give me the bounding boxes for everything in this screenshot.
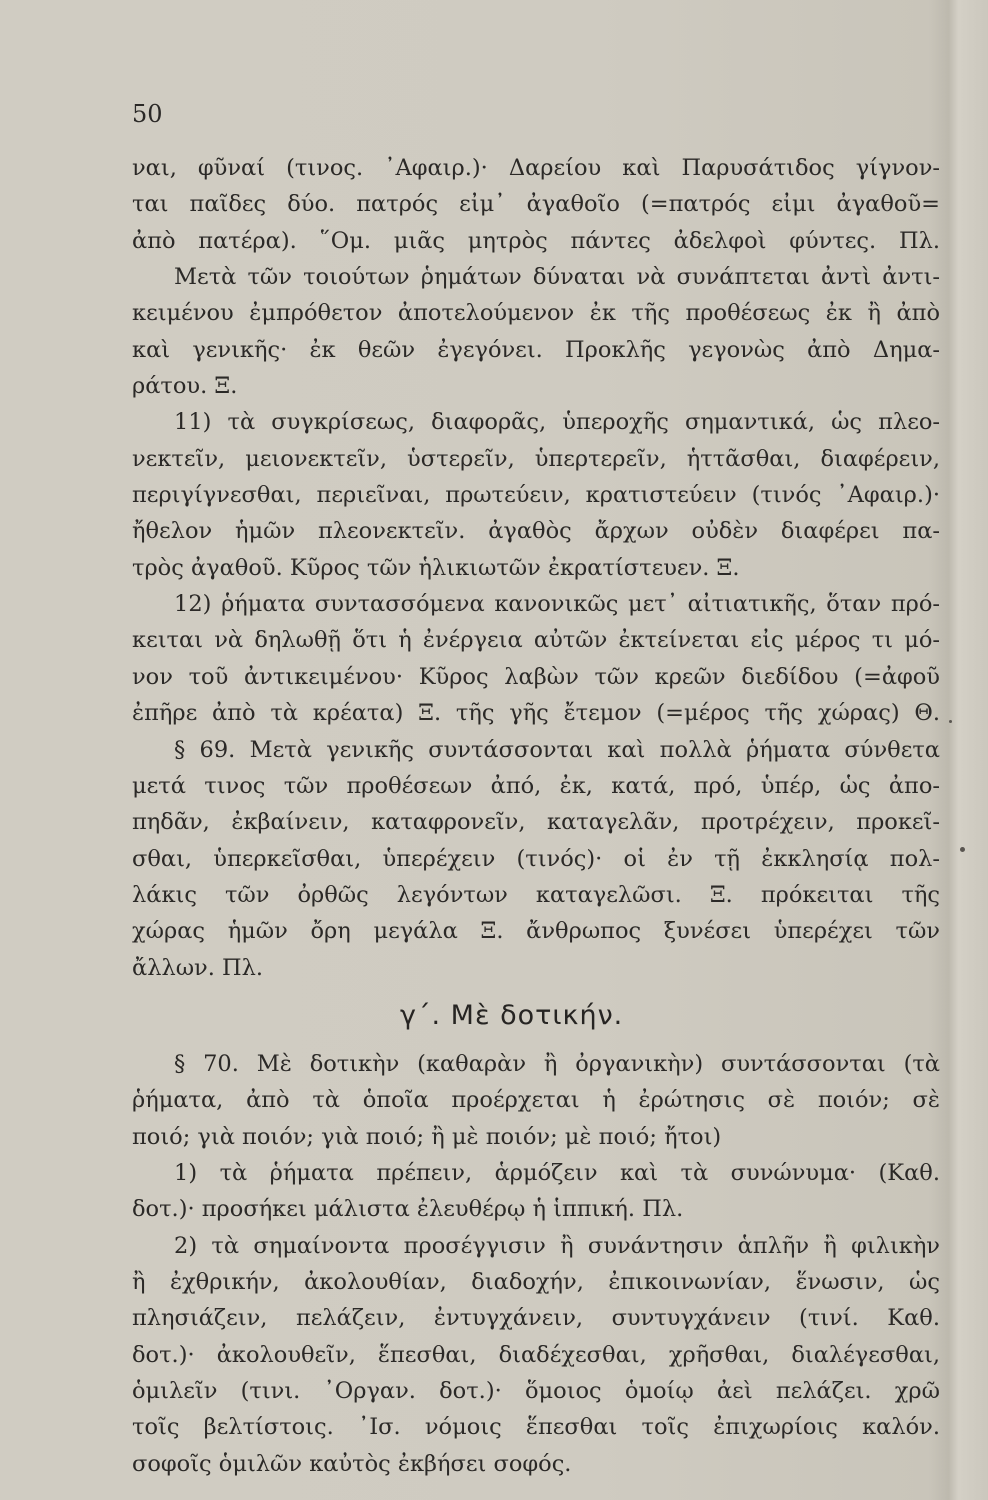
text-line: νεκτεῖν, μειονεκτεῖν, ὑστερεῖν, ὑπερτερεῖν, ἡττᾶσθαι, διαφέρειν, [132,445,940,472]
text-line: πηδᾶν, ἐκβαίνειν, καταφρονεῖν, καταγελᾶν, προτρέχειν, προκεῖ- [132,809,940,836]
text-line: § 70. Μὲ δοτικὴν (καθαρὰν ἢ ὀργανικὴν) συντάσσονται (τὰ [174,1050,940,1077]
text-line: χώρας ἡμῶν ὄρη μεγάλα Ξ. ἄνθρωπος ξυνέσει ὑπερέχει τῶν [132,918,940,945]
text-line: περιγίγνεσθαι, περιεῖναι, πρωτεύειν, κρατιστεύειν (τινός ᾿Αφαιρ.)· [132,482,940,509]
text-line: ὁμιλεῖν (τινι. ᾿Οργαν. δοτ.)· ὅμοιος ὁμοίῳ ἀεὶ πελάζει. χρῶ [132,1378,940,1404]
text-line: νον τοῦ ἀντικειμένου· Κῦρος λαβὼν τῶν κρεῶν διεδίδου (=ἀφοῦ [132,663,940,690]
text-line: λάκις τῶν ὀρθῶς λεγόντων καταγελῶσι. Ξ. πρόκειται τῆς [132,881,940,908]
margin-speck [960,847,965,852]
text-line: τρὸς ἀγαθοῦ. Κῦρος τῶν ἡλικιωτῶν ἐκρατίστευεν. Ξ. [132,554,740,581]
text-line: ἤθελον ἡμῶν πλεονεκτεῖν. ἀγαθὸς ἄρχων οὐδὲν διαφέρει πα- [132,518,940,545]
text-line: 1) τὰ ῥήματα πρέπειν, ἁρμόζειν καὶ τὰ συνώνυμα· (Καθ. [174,1159,940,1186]
text-body [132,150,940,1482]
text-line: μετά τινος τῶν προθέσεων ἀπό, ἐκ, κατά, πρό, ὑπέρ, ὡς ἀπο- [132,772,940,799]
text-line: ἐπῆρε ἀπὸ τὰ κρέατα) Ξ. τῆς γῆς ἔτεμον (=μέρος τῆς χώρας) Θ. [132,700,940,727]
text-line: ποιό; γιὰ ποιόν; γιὰ ποιό; ἢ μὲ ποιόν; μὲ ποιό; ἤτοι) [132,1123,722,1150]
text-line: ράτου. Ξ. [132,373,238,400]
text-line: ἢ ἐχθρικήν, ἀκολουθίαν, διαδοχήν, ἐπικοινωνίαν, ἕνωσιν, ὡς [132,1268,940,1295]
text-line: καὶ γενικῆς· ἐκ θεῶν ἐγεγόνει. Προκλῆς γεγονὼς ἀπὸ Δημα- [132,336,940,363]
margin-speck [949,720,952,723]
text-line: 11) τὰ συγκρίσεως, διαφορᾶς, ὑπεροχῆς σημαντικά, ὡς πλεο- [174,409,940,436]
text-line: ἀπὸ πατέρα). ῞Ομ. μιᾶς μητρὸς πάντες ἀδελφοὶ φύντες. Πλ. [132,227,940,254]
text-line: 2) τὰ σημαίνοντα προσέγγισιν ἢ συνάντησιν ἁπλῆν ἢ φιλικὴν [174,1232,940,1259]
text-line: σθαι, ὑπερκεῖσθαι, ὑπερέχειν (τινός)· οἱ ἐν τῇ ἐκκλησίᾳ πολ- [132,845,940,872]
section-heading: γ΄. Μὲ δοτικήν. [400,999,624,1031]
text-line: δοτ.)· ἀκολουθεῖν, ἕπεσθαι, διαδέχεσθαι, χρῆσθαι, διαλέγεσθαι, [132,1341,940,1368]
text-line: ται παῖδες δύο. πατρός εἰμ᾿ ἀγαθοῖο (=πατρός εἰμι ἀγαθοῦ= [132,191,940,218]
text-line: πλησιάζειν, πελάζειν, ἐντυγχάνειν, συντυγχάνειν (τινί. Καθ. [132,1305,940,1332]
text-line: ἄλλων. Πλ. [132,954,264,981]
page-number: 50 [132,100,163,128]
text-line: δοτ.)· προσήκει μάλιστα ἐλευθέρῳ ἡ ἱππική. Πλ. [132,1196,684,1223]
text-line: 12) ῥήματα συντασσόμενα κανονικῶς μετ᾿ αἰτιατικῆς, ὅταν πρό- [174,591,940,618]
text-line: τοῖς βελτίστοις. ᾿Ισ. νόμοις ἕπεσθαι τοῖς ἐπιχωρίοις καλόν. [132,1414,940,1441]
text-line: σοφοῖς ὁμιλῶν καὐτὸς ἐκβήσει σοφός. [132,1450,572,1477]
text-line: κειμένου ἐμπρόθετον ἀποτελούμενον ἐκ τῆς προθέσεως ἐκ ἢ ἀπὸ [132,300,940,327]
text-line: κειται νὰ δηλωθῇ ὅτι ἡ ἐνέργεια αὐτῶν ἐκτείνεται εἰς μέρος τι μό- [132,627,940,654]
text-line: ναι, φῦναί (τινος. ᾿Αφαιρ.)· Δαρείου καὶ Παρυσάτιδος γίγνον- [132,155,940,181]
text-line: Μετὰ τῶν τοιούτων ῥημάτων δύναται νὰ συνάπτεται ἀντὶ ἀντι- [174,264,940,291]
text-line: § 69. Μετὰ γενικῆς συντάσσονται καὶ πολλὰ ῥήματα σύνθετα [174,736,940,763]
text-line: ῥήματα, ἀπὸ τὰ ὁποῖα προέρχεται ἡ ἐρώτησις σὲ ποιόν; σὲ [132,1087,940,1114]
